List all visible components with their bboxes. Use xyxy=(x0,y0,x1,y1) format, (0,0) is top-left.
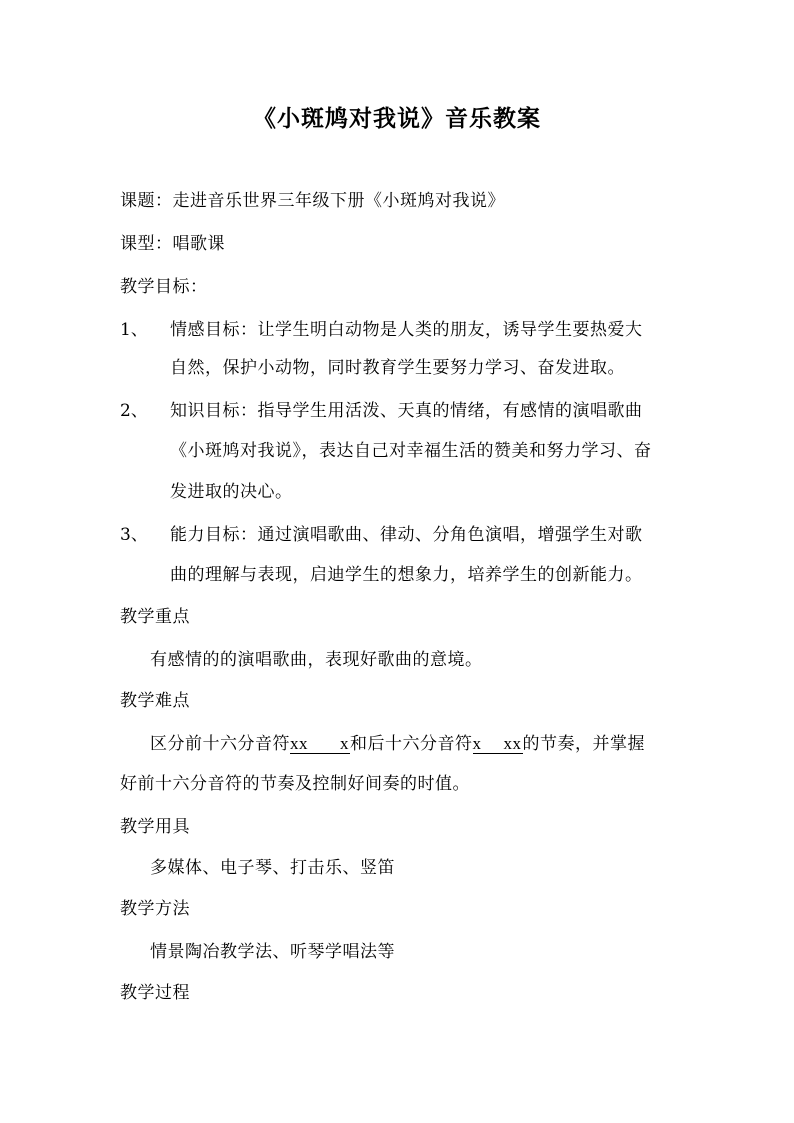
rhythm-note: xx xyxy=(290,734,308,753)
objective-number: 2、 xyxy=(120,401,148,421)
difficulty-text-line2: 好前十六分音符的节奏及控制好间奏的时值。 xyxy=(120,774,470,794)
subject-line: 课题：走进音乐世界三年级下册《小斑鸠对我说》 xyxy=(120,191,505,211)
rhythm-underline xyxy=(290,735,350,754)
difficulty-text: 区分前十六分音符 xyxy=(150,734,290,754)
objective-text: 自然，保护小动物，同时教育学生要努力学习、奋发进取。 xyxy=(170,358,625,378)
rhythm-note: x xyxy=(472,734,482,753)
difficulty-text: 的节奏，并掌握 xyxy=(522,734,645,754)
tools-text: 多媒体、电子琴、打击乐、竖笛 xyxy=(150,858,395,878)
objective-number: 1、 xyxy=(120,320,148,340)
key-points-text: 有感情的的演唱歌曲，表现好歌曲的意境。 xyxy=(150,650,483,670)
difficulty-heading: 教学难点 xyxy=(120,691,190,711)
rhythm-underline xyxy=(473,735,523,754)
objectives-heading: 教学目标： xyxy=(120,277,208,297)
objective-text: 能力目标：通过演唱歌曲、律动、分角色演唱，增强学生对歌 xyxy=(170,525,643,545)
type-line: 课型：唱歌课 xyxy=(120,234,225,254)
objective-text: 发进取的决心。 xyxy=(170,482,293,502)
methods-heading: 教学方法 xyxy=(120,899,190,919)
page-title: 《小斑鸠对我说》音乐教案 xyxy=(253,105,541,132)
methods-text: 情景陶冶教学法、听琴学唱法等 xyxy=(150,942,395,962)
objective-text: 情感目标：让学生明白动物是人类的朋友，诱导学生要热爱大 xyxy=(170,320,643,340)
process-heading: 教学过程 xyxy=(120,983,190,1003)
objective-text: 曲的理解与表现，启迪学生的想象力，培养学生的创新能力。 xyxy=(170,565,643,585)
tools-heading: 教学用具 xyxy=(120,817,190,837)
difficulty-text: 和后十六分音符 xyxy=(350,734,473,754)
objective-text: 知识目标：指导学生用活泼、天真的情绪，有感情的演唱歌曲 xyxy=(170,401,643,421)
difficulty-line xyxy=(150,732,645,756)
rhythm-note: xx xyxy=(503,734,522,753)
objective-number: 3、 xyxy=(120,525,148,545)
rhythm-note: x xyxy=(340,734,349,753)
objective-text: 《小斑鸠对我说》，表达自己对幸福生活的赞美和努力学习、奋 xyxy=(170,441,652,461)
key-points-heading: 教学重点 xyxy=(120,607,190,627)
